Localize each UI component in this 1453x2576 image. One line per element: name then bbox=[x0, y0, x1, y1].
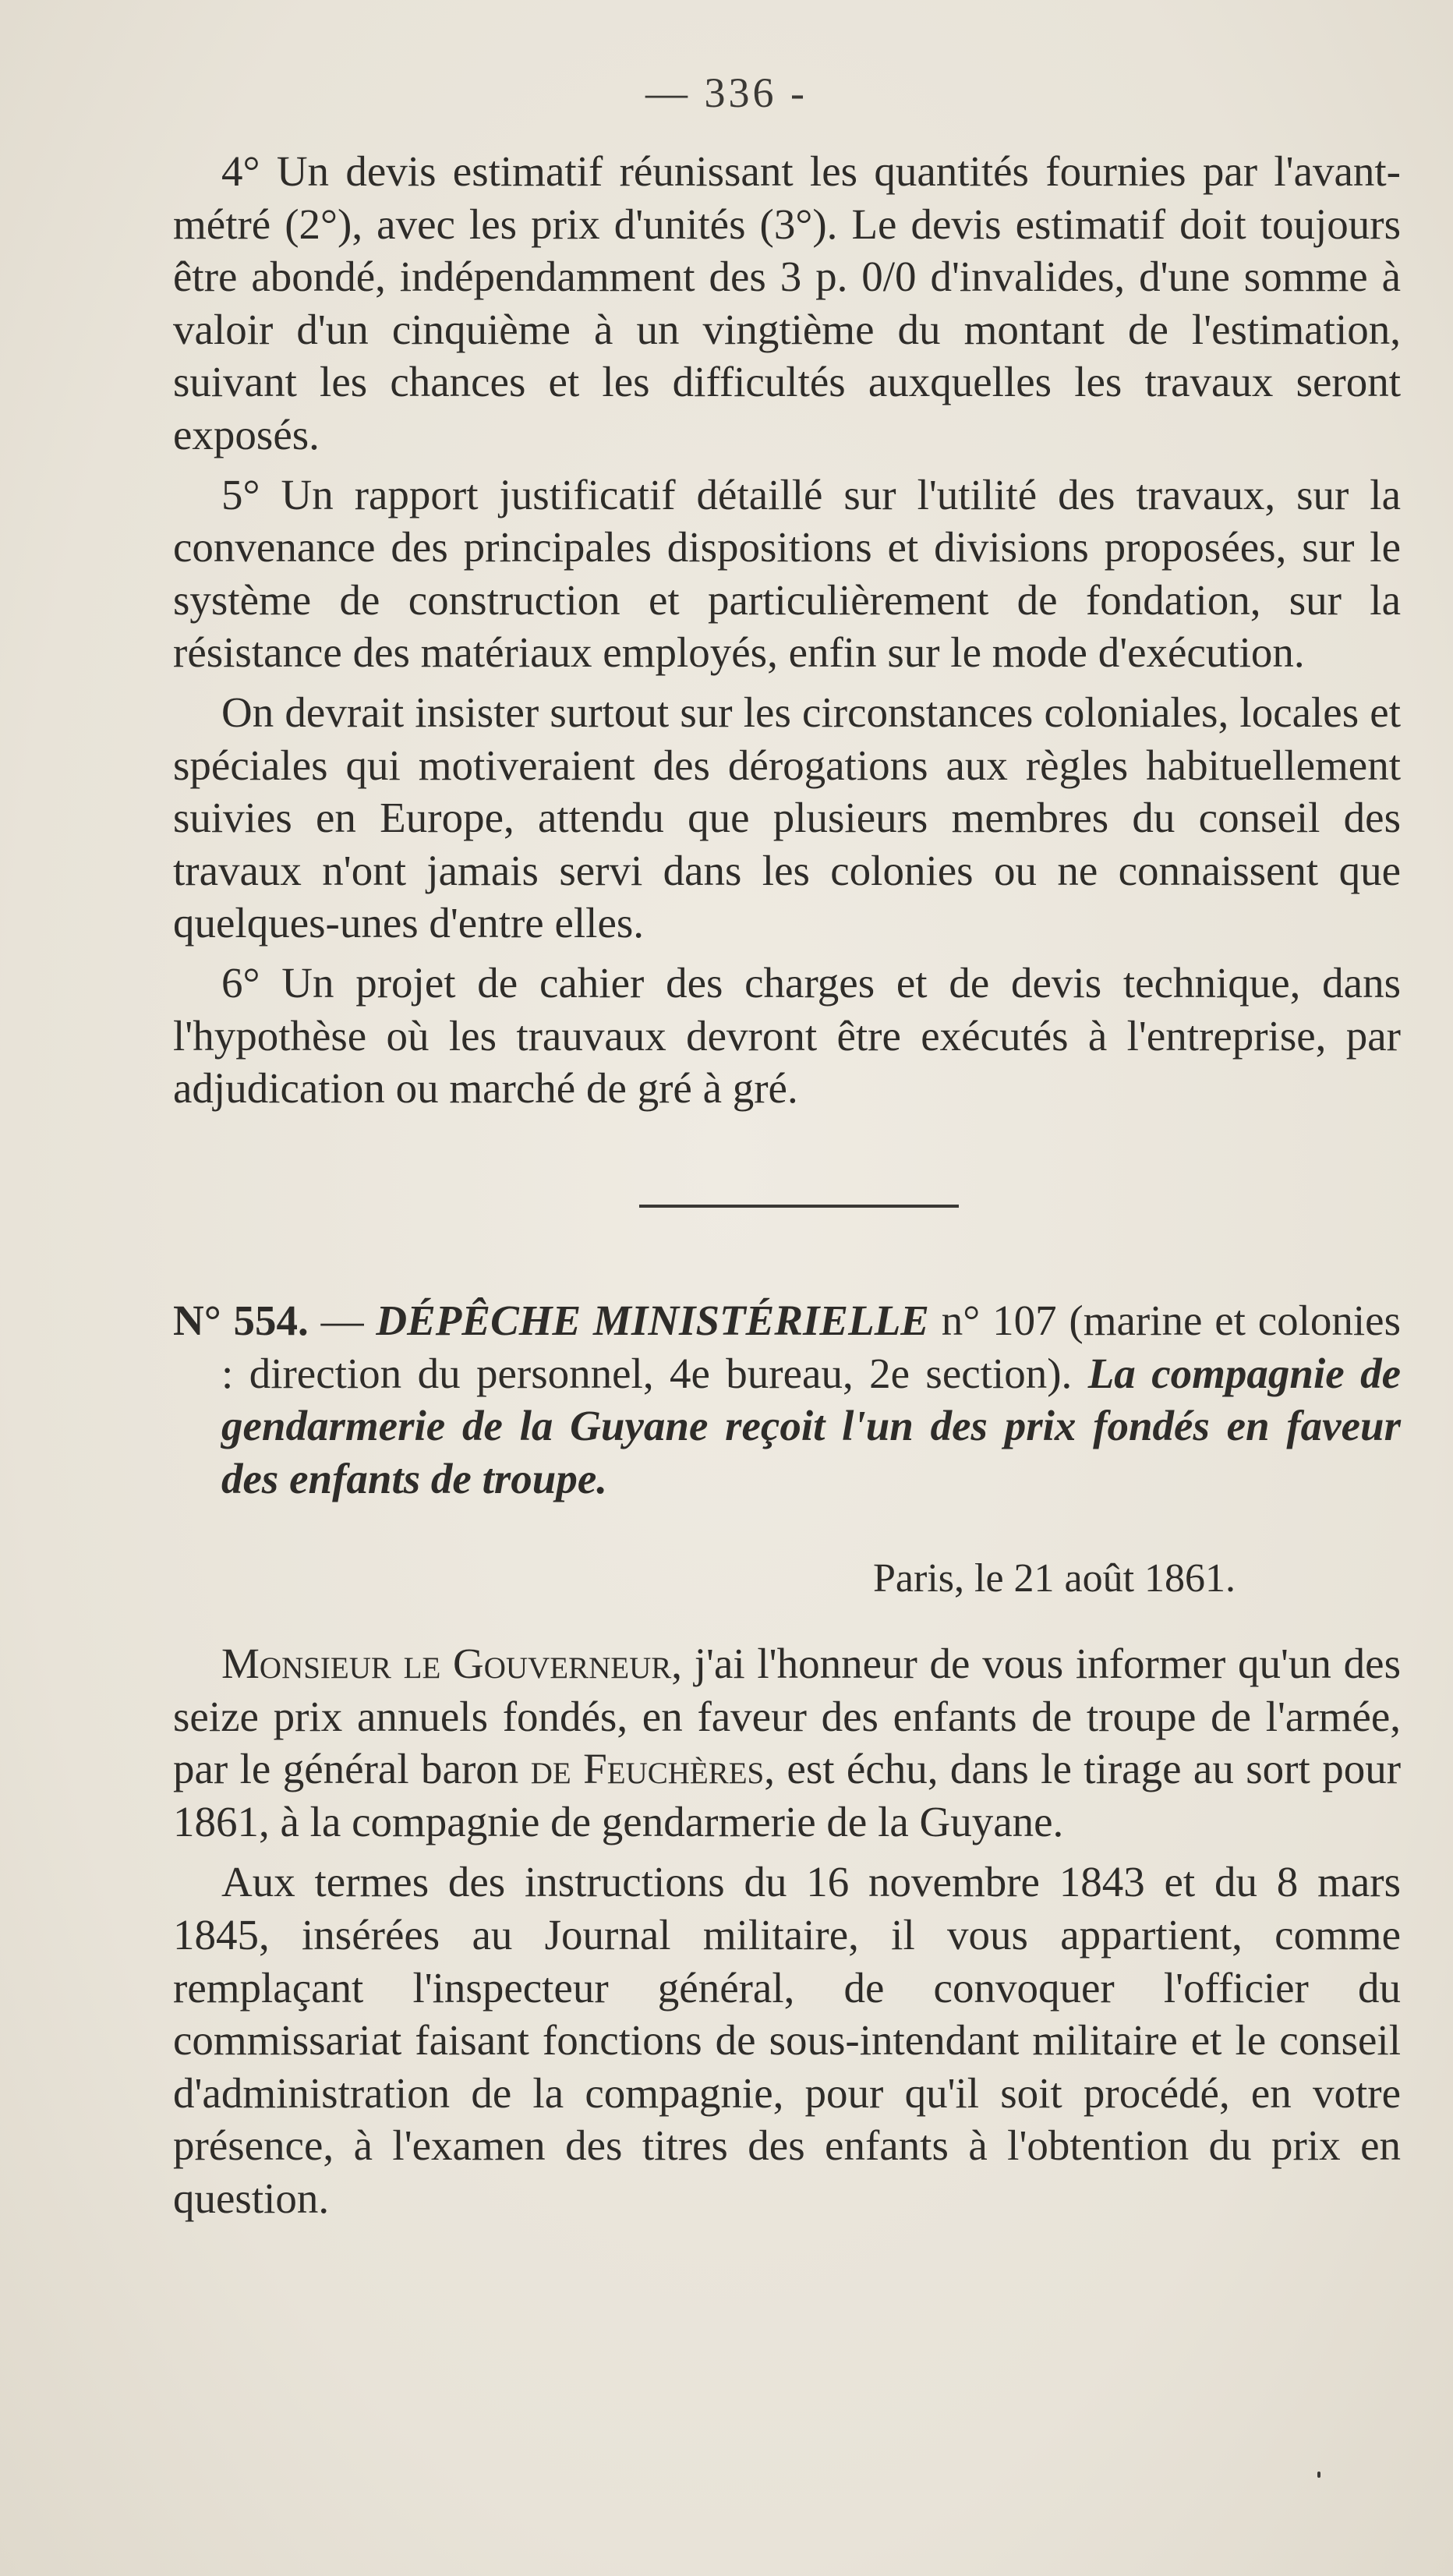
dispatch-dash: — bbox=[308, 1297, 377, 1344]
page-number: — 336 - bbox=[645, 69, 808, 116]
letter-paragraph-2: Aux termes des instructions du 16 novembre 1843 et du 8 mars 1845, insérées au Journal militaire, il vous appartient, comme remplaçant l'inspecteur général, de convoquer l'officier du commissariat faisant fonctions de sous-intendant militaire et le conseil d'administration de la compagnie, pour qu'il soit procédé, en votre présence, à l'examen des titres des enfants à l'obtention du prix en question. bbox=[173, 1858, 1401, 2222]
specification-list bbox=[173, 145, 1401, 1122]
dispatch-header bbox=[173, 1294, 1401, 1505]
ink-speck bbox=[1317, 2472, 1320, 2478]
name-feucheres: de Feuchères bbox=[530, 1745, 765, 1793]
dispatch-reference: n° 107 (marine et colonies : direction du personnel, 4e bureau, 2e section). bbox=[221, 1297, 1401, 1397]
colonial-note: On devrait insister surtout sur les circonstances coloniales, locales et spéciales qui motiveraient des dérogations aux règles habituellement suivies en Europe, attendu que plusieurs membres du conseil des travaux n'ont jamais servi dans les colonies ou ne connaissent que quelques-unes d'entre elles. bbox=[173, 688, 1401, 947]
list-item-4: 4° Un devis estimatif réunissant les quantités fournies par l'avant-métré (2°), avec les prix d'unités (3°). Le devis estimatif doit toujours être abondé, indépendamment des 3 p. 0/0 d'invalides, d'une somme à valoir d'un cinquième à un vingtième du montant de l'estimation, suivant les chances et les difficultés auxquelles les travaux seront exposés. bbox=[173, 147, 1401, 458]
list-item-5: 5° Un rapport justificatif détaillé sur l'utilité des travaux, sur la convenance des principales dispositions et divisions proposées, sur le système de construction et particulièrement de fondation, sur la résistance des matériaux employés, enfin sur le mode d'exécution. bbox=[173, 470, 1401, 677]
dispatch-number: N° 554. bbox=[173, 1297, 309, 1344]
salutation: Monsieur le Gouverneur bbox=[221, 1640, 672, 1687]
dateline: Paris, le 21 août 1861. bbox=[873, 1556, 1236, 1601]
dispatch-type: DÉPÊCHE MINISTÉRIELLE bbox=[376, 1297, 929, 1344]
letter-p1-text-a: , j'ai l'honneur de vous informer qu'un des seize prix annuels fondés, en faveur des enfants de troupe de l'armée, par le général baron bbox=[173, 1640, 1401, 1793]
section-divider bbox=[639, 1205, 959, 1208]
letter-body bbox=[173, 1637, 1401, 2233]
list-item-6: 6° Un projet de cahier des charges et de devis technique, dans l'hypothèse où les trauvaux devront être exécutés à l'entreprise, par adjudication ou marché de gré à gré. bbox=[173, 958, 1401, 1113]
letter-p1-text-b: , est échu, dans le tirage au sort pour 1861, à la compagnie de gendarmerie de la Guyane. bbox=[173, 1745, 1402, 1845]
dispatch-heading bbox=[173, 1294, 1401, 1505]
dispatch-summary: La compagnie de gendarmerie de la Guyane reçoit l'un des prix fondés en faveur des enfants de troupe. bbox=[221, 1349, 1402, 1502]
letter-paragraph-1 bbox=[173, 1637, 1401, 1848]
